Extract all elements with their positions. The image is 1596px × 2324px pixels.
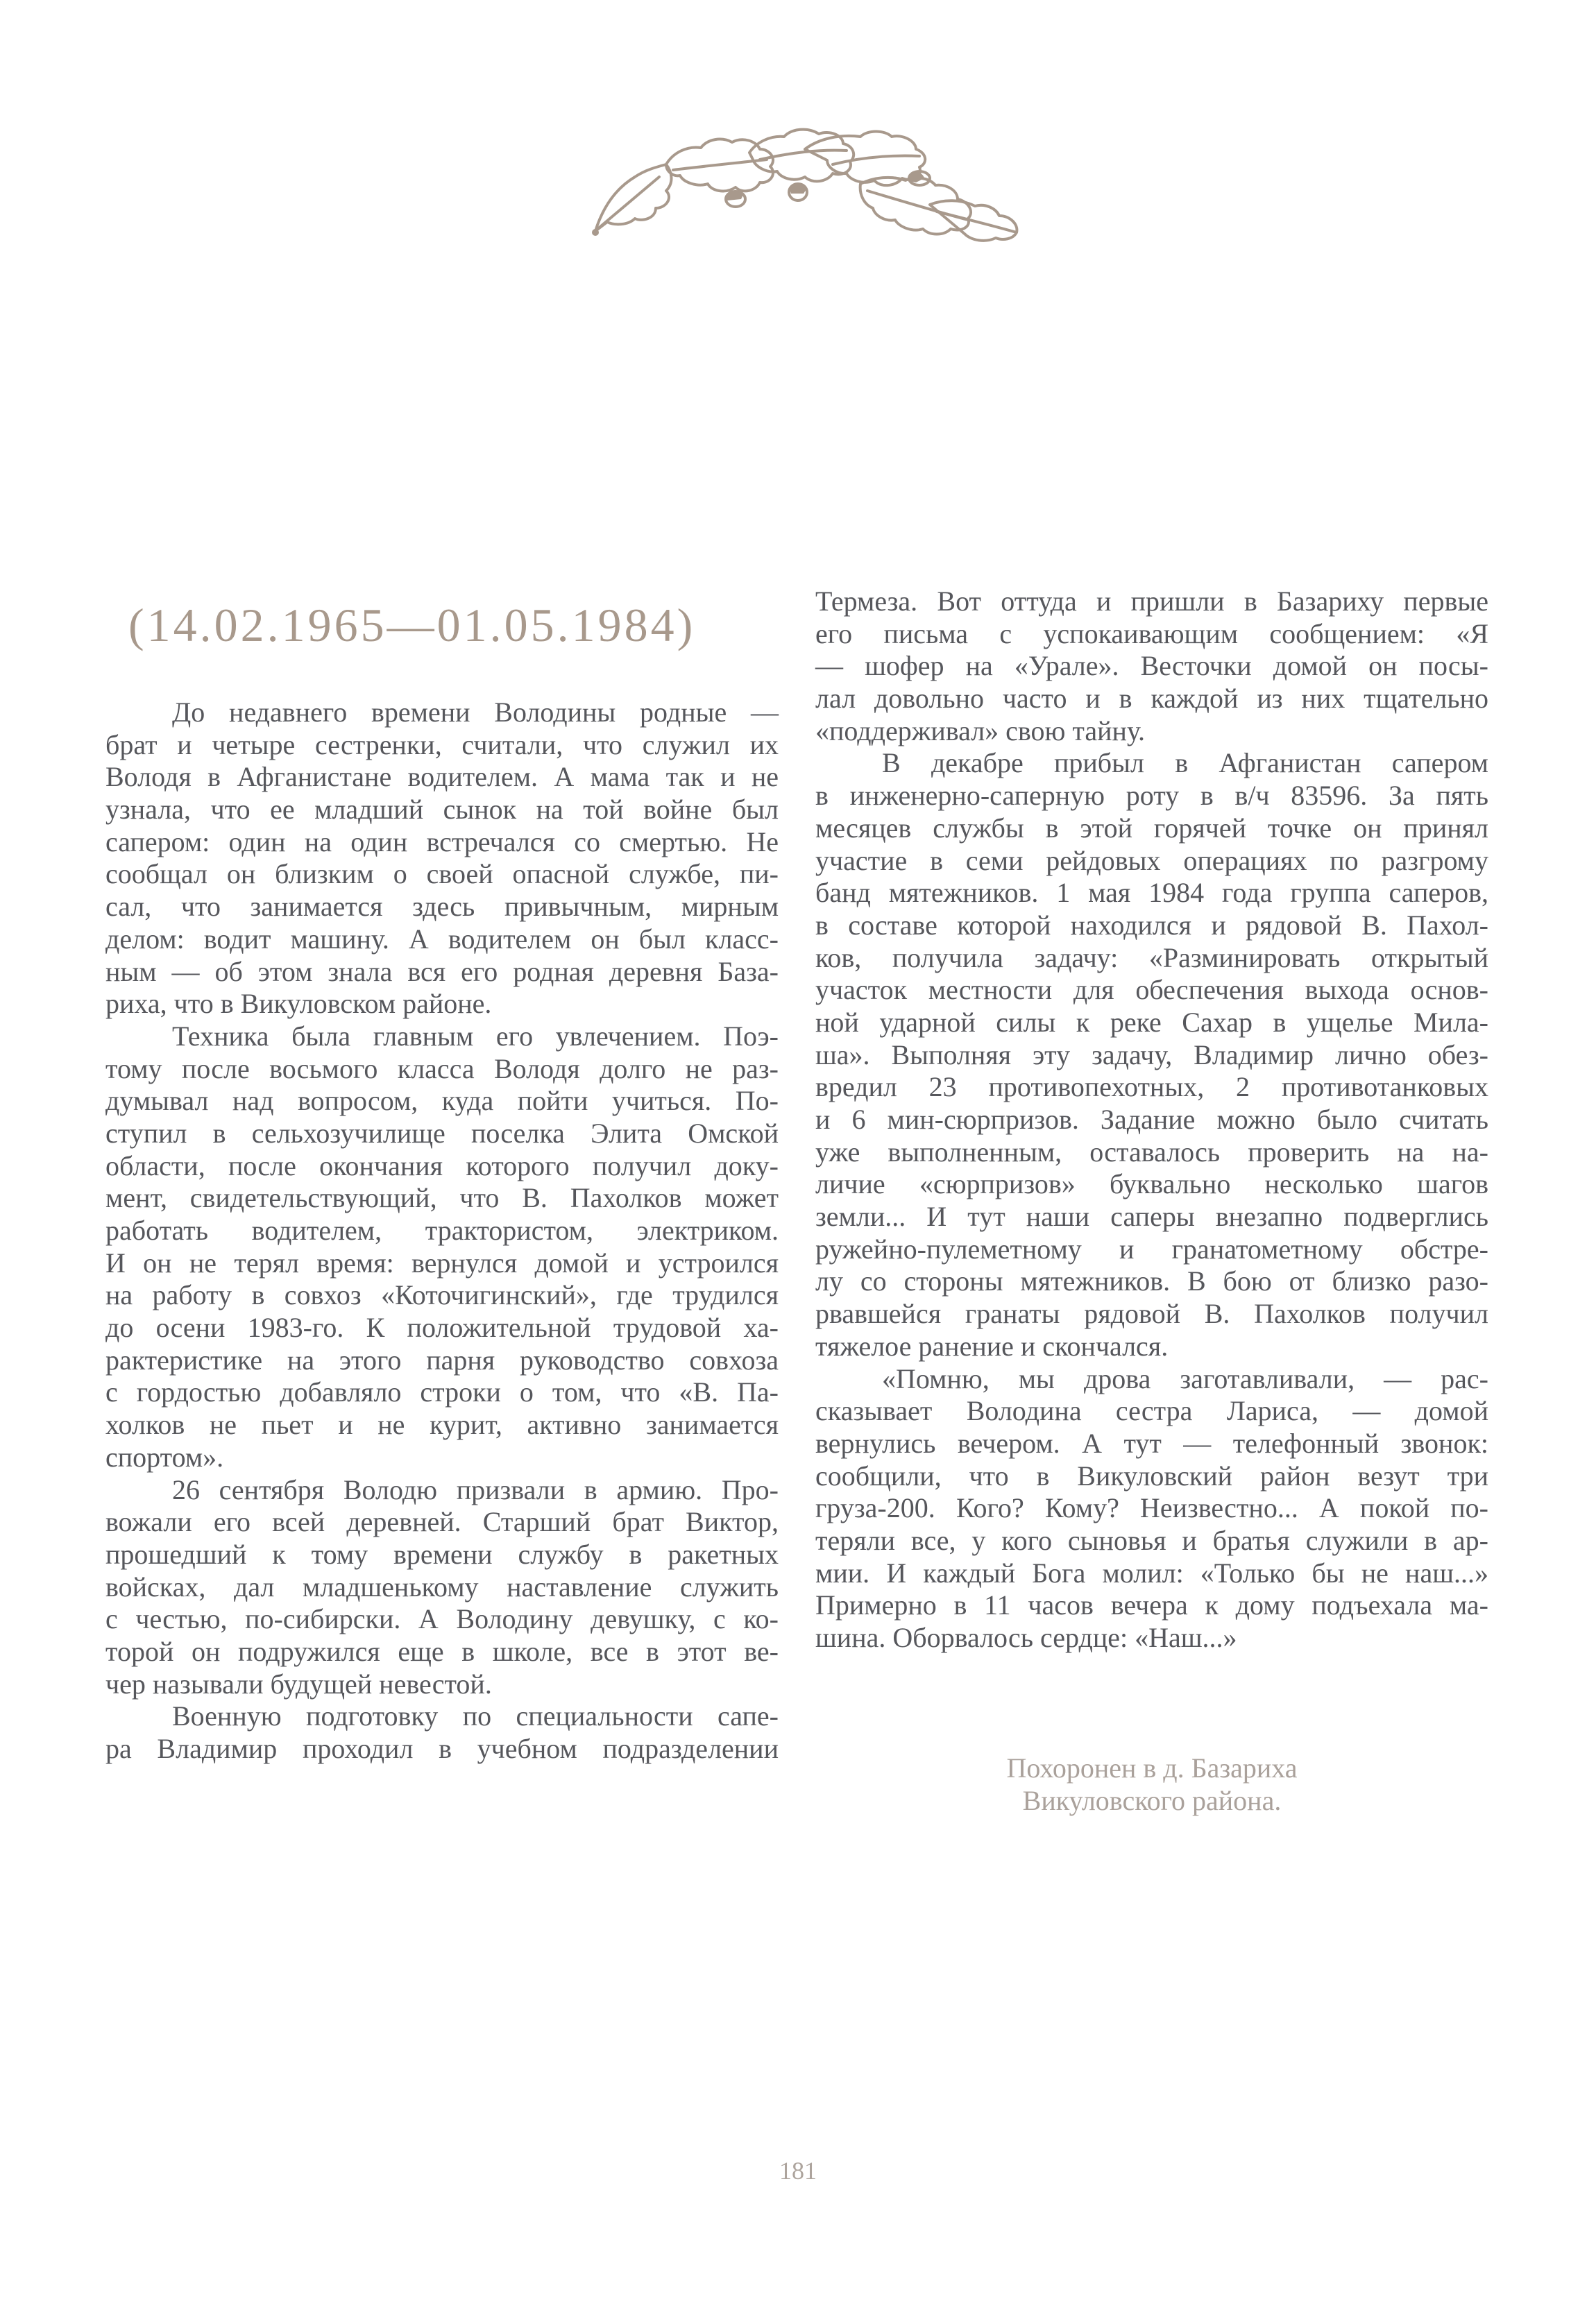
- text-line: банд мятежников. 1 мая 1984 года группа саперов,: [815, 877, 1488, 909]
- text-line: брат и четыре сестренки, считали, что служил их: [105, 728, 779, 760]
- text-line: Примерно в 11 часов вечера к дому подъехала ма-: [815, 1589, 1488, 1621]
- text-line: сообщал он близким о своей опасной службе, пи-: [105, 858, 779, 890]
- text-line: Термеза. Вот оттуда и пришли в Базариху первые: [815, 586, 1488, 617]
- text-line: в составе которой находился и рядовой В. Пахол-: [815, 909, 1488, 941]
- text-line: риха, что в Викуловском районе.: [105, 988, 492, 1020]
- text-line: рактеристике на этого парня руководство совхоза: [105, 1344, 779, 1376]
- text-line: думывал над вопросом, куда пойти учиться. По-: [105, 1085, 779, 1117]
- text-line: личие «сюрпризов» буквально несколько шагов: [815, 1168, 1488, 1200]
- text-line: ступил в сельхозучилище поселка Элита Омской: [105, 1117, 779, 1149]
- text-line: ра Владимир проходил в учебном подразделении: [105, 1733, 779, 1764]
- text-line: его письма с успокаивающим сообщением: «Я: [815, 617, 1488, 649]
- text-line: лу со стороны мятежников. В бою от близко разо-: [815, 1265, 1488, 1297]
- text-line: 26 сентября Володю призвали в армию. Про-: [172, 1473, 779, 1505]
- text-line: уже выполненным, оставалось проверить на на-: [815, 1136, 1488, 1168]
- text-line: рвавшейся гранаты рядовой В. Пахолков получил: [815, 1298, 1488, 1330]
- text-line: делом: водит машину. А водителем он был класс-: [105, 923, 779, 955]
- text-line: участие в семи рейдовых операциях по разгрому: [815, 844, 1488, 876]
- text-line: месяцев службы в этой горячей точке он принял: [815, 812, 1488, 844]
- text-line: и 6 мин-сюрпризов. Задание можно было считать: [815, 1104, 1488, 1135]
- oak-leaves-ornament-icon: [569, 121, 1041, 246]
- text-line: «Помню, мы дрова заготавливали, — рас-: [882, 1362, 1488, 1394]
- text-line: вредил 23 противопехотных, 2 противотанковых: [815, 1071, 1488, 1103]
- text-line: с честью, по-сибирски. А Володину девушку, с ко-: [105, 1603, 779, 1635]
- left-text-column: [105, 697, 779, 1766]
- text-line: шина. Оборвалось сердце: «Наш...»: [815, 1622, 1237, 1653]
- text-line: сказывает Володина сестра Лариса, — домой: [815, 1395, 1488, 1427]
- text-line: работать водителем, трактористом, электриком.: [105, 1215, 779, 1246]
- text-line: ружейно-пулеметному и гранатометному обстре-: [815, 1233, 1488, 1265]
- text-line: тому после восьмого класса Володя долго не раз-: [105, 1052, 779, 1084]
- right-text-column: [815, 586, 1488, 1655]
- text-line: сапером: один на один встречался со смертью. Не: [105, 826, 779, 857]
- text-line: мии. И каждый Бога молил: «Только бы не наш...»: [815, 1557, 1488, 1589]
- text-line: в инженерно-саперную роту в в/ч 83596. За пять: [815, 780, 1488, 812]
- text-line: узнала, что ее младший сынок на той войне был: [105, 794, 779, 826]
- text-line: области, после окончания которого получил доку-: [105, 1150, 779, 1181]
- text-line: груза-200. Кого? Кому? Неизвестно... А покой по-: [815, 1492, 1488, 1524]
- text-line: сал, что занимается здесь привычным, мирным: [105, 891, 779, 923]
- text-line: ной ударной силы к реке Сахар в ущелье Мила-: [815, 1006, 1488, 1038]
- text-line: И он не терял время: вернулся домой и устроился: [105, 1247, 779, 1279]
- text-line: ков, получила задачу: «Разминировать открытый: [815, 941, 1488, 973]
- text-line: на работу в совхоз «Коточигинский», где трудился: [105, 1279, 779, 1311]
- text-line: ным — об этом знала вся его родная деревня База-: [105, 955, 779, 987]
- text-line: ша». Выполняя эту задачу, Владимир лично обез-: [815, 1039, 1488, 1070]
- text-line: Володя в Афганистане водителем. А мама так и не: [105, 761, 779, 793]
- text-line: земли... И тут наши саперы внезапно подверглись: [815, 1201, 1488, 1233]
- text-line: теряли все, у кого сыновья и братья служили в ар-: [815, 1524, 1488, 1556]
- text-line: — шофер на «Урале». Весточки домой он посы-: [815, 650, 1488, 682]
- text-line: мент, свидетельствующий, что В. Пахолков может: [105, 1182, 779, 1214]
- text-line: холков не пьет и не курит, активно занимается: [105, 1409, 779, 1441]
- text-line: до осени 1983-го. К положительной трудовой ха-: [105, 1312, 779, 1344]
- text-line: чер называли будущей невестой.: [105, 1668, 492, 1700]
- text-line: Техника была главным его увлечением. Поэ-: [172, 1020, 779, 1052]
- text-line: торой он подружился еще в школе, все в этот ве-: [105, 1635, 779, 1667]
- text-line: лал довольно часто и в каждой из них тщательно: [815, 683, 1488, 715]
- text-line: Военную подготовку по специальности сапе-: [172, 1700, 779, 1732]
- text-line: прошедший к тому времени службу в ракетных: [105, 1538, 779, 1570]
- text-line: с гордостью добавляло строки о том, что «В. Па-: [105, 1376, 779, 1408]
- text-line: вернулись вечером. А тут — телефонный звонок:: [815, 1427, 1488, 1459]
- text-line: В декабре прибыл в Афганистан сапером: [882, 747, 1488, 779]
- text-line: спортом».: [105, 1441, 224, 1473]
- text-line: войсках, дал младшенькому наставление служить: [105, 1571, 779, 1603]
- burial-line: Викуловского района.: [1022, 1785, 1282, 1816]
- text-line: вожали его всей деревней. Старший брат Виктор,: [105, 1506, 779, 1538]
- text-line: До недавнего времени Володины родные —: [172, 697, 779, 728]
- text-line: сообщили, что в Викуловский район везут три: [815, 1460, 1488, 1492]
- life-dates-heading: (14.02.1965—01.05.1984): [128, 599, 696, 651]
- burial-note: [815, 1752, 1488, 1817]
- text-line: «поддерживал» свою тайну.: [815, 715, 1145, 746]
- text-line: тяжелое ранение и скончался.: [815, 1330, 1169, 1362]
- page-number: 181: [779, 2157, 817, 2185]
- text-line: участок местности для обеспечения выхода основ-: [815, 974, 1488, 1006]
- burial-line: Похоронен в д. Базариха: [1006, 1752, 1298, 1784]
